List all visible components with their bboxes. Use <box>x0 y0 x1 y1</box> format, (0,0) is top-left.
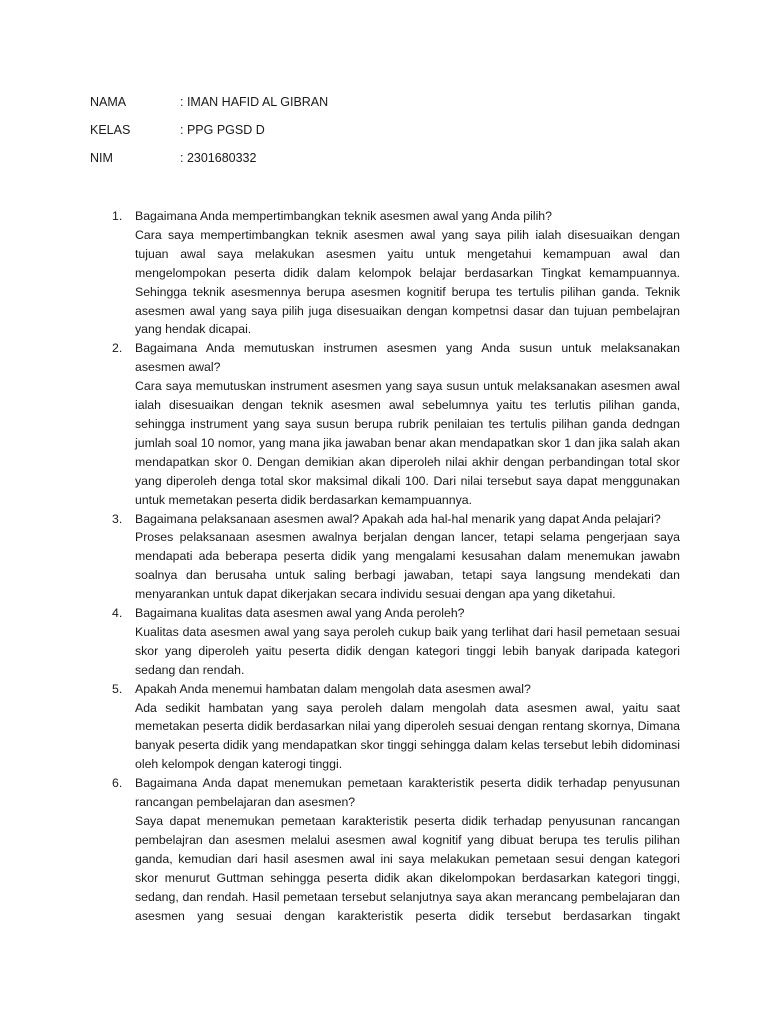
name-value: : IMAN HAFID AL GIBRAN <box>180 95 329 109</box>
answer-text: Ada sedikit hambatan yang saya peroleh dalam mengolah data asesmen awal, yaitu saat memetakan peserta didik berdasarkan nilai yang diperoleh sesuai dengan rentang skornya, Dimana banyak peserta didik yang mendapatkan skor tinggi sehingga dalam kelas tersebut lebih didominasi oleh kelompok dengan katerogi tinggi. <box>135 700 680 772</box>
class-label: KELAS <box>90 123 131 137</box>
question-item-6 <box>112 774 680 925</box>
question-number: 3. <box>112 511 123 526</box>
question-number: 4. <box>112 606 123 621</box>
answer-text: Kualitas data asesmen awal yang saya peroleh cukup baik yang terlihat dari hasil pemetaan sesuai skor yang diperoleh yaitu peserta didik dengan kategori tinggi lebih banyak daripada kategori sedang dan rendah. <box>135 624 680 677</box>
question-number: 6. <box>112 776 123 791</box>
nim-value: : 2301680332 <box>180 151 257 165</box>
question-text: Bagaimana kualitas data asesmen awal yang Anda peroleh? <box>135 606 465 621</box>
question-text: Apakah Anda menemui hambatan dalam mengolah data asesmen awal? <box>135 681 531 696</box>
question-text: Bagaimana Anda dapat menemukan pemetaan karakteristik peserta didik terhadap penyusunan rancangan pembelajaran dan asesmen? <box>135 776 680 810</box>
answer-text: Proses pelaksanaan asesmen awalnya berjalan dengan lancer, tetapi selama pengerjaan saya mendapati ada beberapa peserta didik yang mengalami kesusahan dalam menemukan jawabn soalnya dan berusaha untuk saling berbagi jawaban, tetapi saya langsung mendekati dan menyarankan untuk dapat dikerjakan secara individu sesuai dengan apa yang diketahui. <box>135 530 680 602</box>
question-item-4 <box>112 604 680 680</box>
name-row <box>90 93 650 121</box>
question-item-1 <box>112 207 680 339</box>
answer-text: Cara saya memutuskan instrument asesmen yang saya susun untuk melaksanakan asesmen awal ialah disesuaikan dengan teknik asesmen awal sebelumnya yaitu tes terlutis pilihan ganda, sehingga instrument yang saya susun berupa rubrik penilaian tes tertulis pilihan ganda dedngan jumlah soal 10 nomor, yang mana jika jawaban benar akan mendapatkan skor 1 dan jika salah akan mendapatkan skor 0. Dengan demikian akan diperoleh nilai akhir dengan perbandingan total skor yang diperoleh denga total skor maksimal dikali 100. Dari nilai tersebut saya dapat menggunakan untuk memetakan peserta didik berdasarkan kemampuannya. <box>135 379 680 507</box>
class-value: : PPG PGSD D <box>180 123 265 137</box>
question-number: 5. <box>112 681 123 696</box>
question-text: Bagaimana Anda mempertimbangkan teknik asesmen awal yang Anda pilih? <box>135 209 552 223</box>
answer-text: Cara saya mempertimbangkan teknik asesmen awal yang saya pilih ialah disesuaikan dengan tujuan awal saya melakukan asesmen yaitu untuk mengetahui kemampuan awal dan mengelompokan peserta didik dalam kelompok belajar berdasarkan Tingkat kemampuannya. Sehingga teknik asesmennya berupa asesmen kognitif berupa tes tertulis pilihan ganda. Teknik asesmen awal yang saya pilih juga disesuaikan dengan kompetnsi dasar dan tujuan pembelajran yang hendak dicapai. <box>135 227 680 337</box>
nim-row <box>90 149 650 177</box>
answer-text: Saya dapat menemukan pemetaan karakteristik peserta didik terhadap penyusunan rancangan pembelajran dan asesmen melalui asesmen awal kognitif yang dibuat berupa tes terulis pilihan ganda, kemudian dari hasil asesmen awal ini saya melakukan pemetaan sesui dengan kategori skor menurut Guttman sehingga peserta didik akan dikelompokan berdasarkan kategori tinggi, sedang, dan rendah. Hasil pemetaan tersebut selanjutnya saya akan merancang pembelajaran dan asesmen yang sesuai dengan karakteristik peserta didik tersebut berdasarkan tingakt <box>135 814 680 923</box>
question-item-5 <box>112 680 680 775</box>
nim-label: NIM <box>90 151 113 165</box>
name-label: NAMA <box>90 95 127 109</box>
student-info <box>90 93 650 177</box>
question-number: 2. <box>112 341 123 356</box>
question-text: Bagaimana Anda memutuskan instrumen asesmen yang Anda susun untuk melaksanakan asesmen awal? <box>135 341 680 375</box>
class-row <box>90 121 650 149</box>
question-item-3 <box>112 510 680 605</box>
question-number: 1. <box>112 209 123 223</box>
question-list <box>112 207 680 925</box>
question-text: Bagaimana pelaksanaan asesmen awal? Apakah ada hal-hal menarik yang dapat Anda pelajari? <box>135 511 661 526</box>
question-item-2 <box>112 339 680 509</box>
